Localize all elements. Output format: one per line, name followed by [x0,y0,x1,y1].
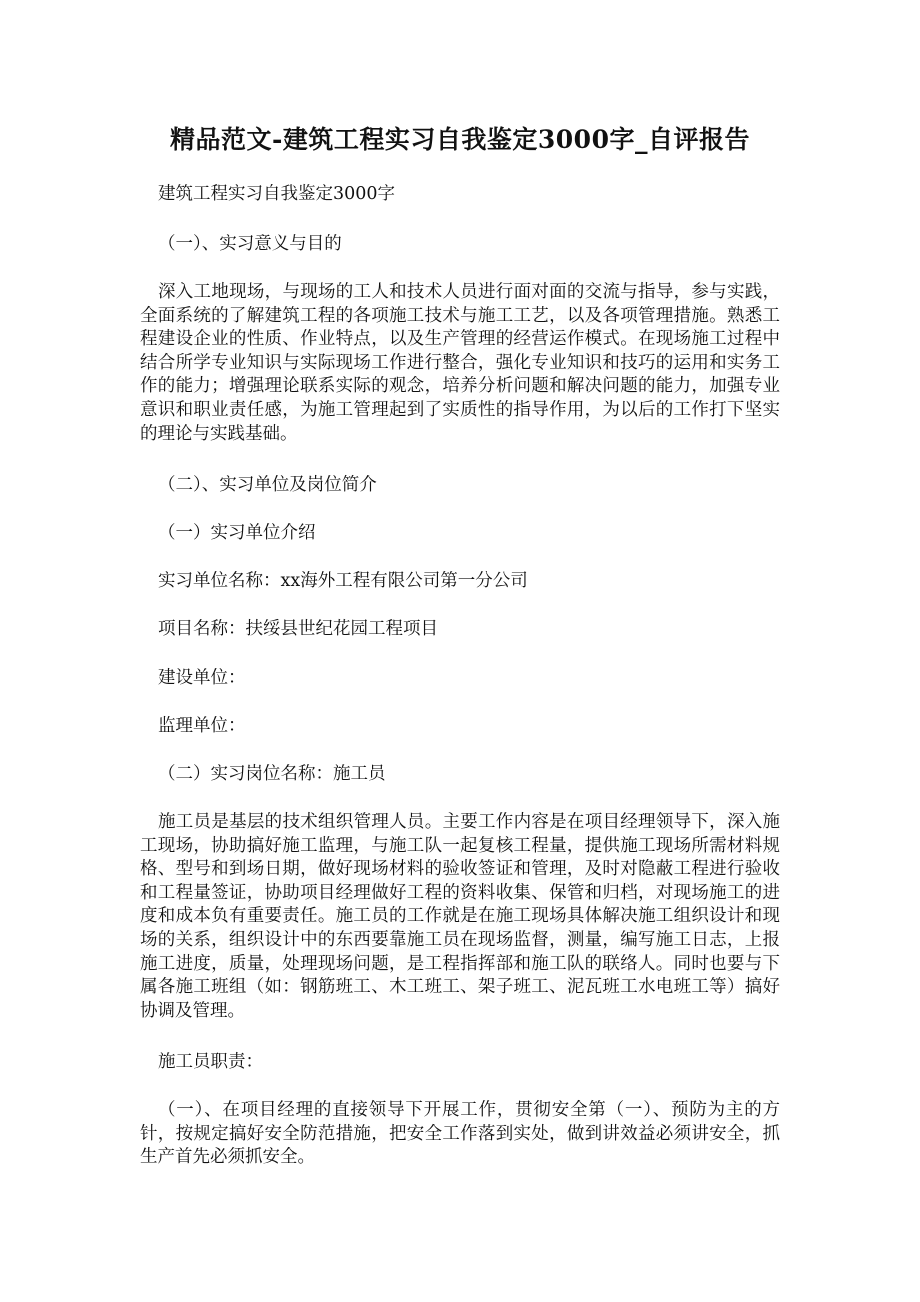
body-paragraph-purpose: 深入工地现场，与现场的工人和技术人员进行面对面的交流与指导，参与实践，全面系统的了解建筑工程的各项施工技术与施工工艺，以及各项管理措施。熟悉工程建设企业的性质、作业特点，以及生产管理的经营运作模式。在现场施工过程中结合所学专业知识与实际现场工作进行整合，强化专业知识和技巧的运用和实务工作的能力；增强理论联系实际的观念，培养分析问题和解决问题的能力，加强专业意识和职业责任感，为施工管理起到了实质性的指导作用，为以后的工作打下坚实的理论与实践基础。 [140,282,780,444]
unit-name-line: 实习单位名称：xx海外工程有限公司第一分公司 [158,571,528,591]
supervision-unit-line: 监理单位： [158,716,246,736]
project-name-line: 项目名称：扶绥县世纪花园工程项目 [158,619,438,639]
subheading-unit-intro: （一）实习单位介绍 [158,523,316,543]
subtitle-paragraph: 建筑工程实习自我鉴定3000字 [158,184,396,204]
construction-unit-line: 建设单位： [158,668,246,688]
section-heading-purpose: （一）、实习意义与目的 [158,234,342,254]
document-title: 精品范文-建筑工程实习自我鉴定3000字_自评报告 [170,125,750,154]
section-heading-unit: （二）、实习单位及岗位简介 [158,475,377,495]
body-paragraph-duty-1: （一）、在项目经理的直接领导下开展工作，贯彻安全第（一）、预防为主的方针，按规定搞好安全防范措施，把安全工作落到实处，做到讲效益必须讲安全，抓生产首先必须抓安全。 [140,1100,780,1168]
subheading-position: （二）实习岗位名称：施工员 [158,764,386,784]
duties-heading: 施工员职责： [158,1052,263,1072]
body-paragraph-position: 施工员是基层的技术组织管理人员。主要工作内容是在项目经理领导下，深入施工现场，协助搞好施工监理，与施工队一起复核工程量，提供施工现场所需材料规格、型号和到场日期，做好现场材料的验收签证和管理，及时对隐蔽工程进行验收和工程量签证，协助项目经理做好工程的资料收集、保管和归档，对现场施工的进度和成本负有重要责任。施工员的工作就是在施工现场具体解决施工组织设计和现场的关系，组织设计中的东西要靠施工员在现场监督，测量，编写施工日志，上报施工进度，质量，处理现场问题，是工程指挥部和施工队的联络人。同时也要与下属各施工班组（如：钢筋班工、木工班工、架子班工、泥瓦班工水电班工等）搞好协调及管理。 [140,812,780,1021]
